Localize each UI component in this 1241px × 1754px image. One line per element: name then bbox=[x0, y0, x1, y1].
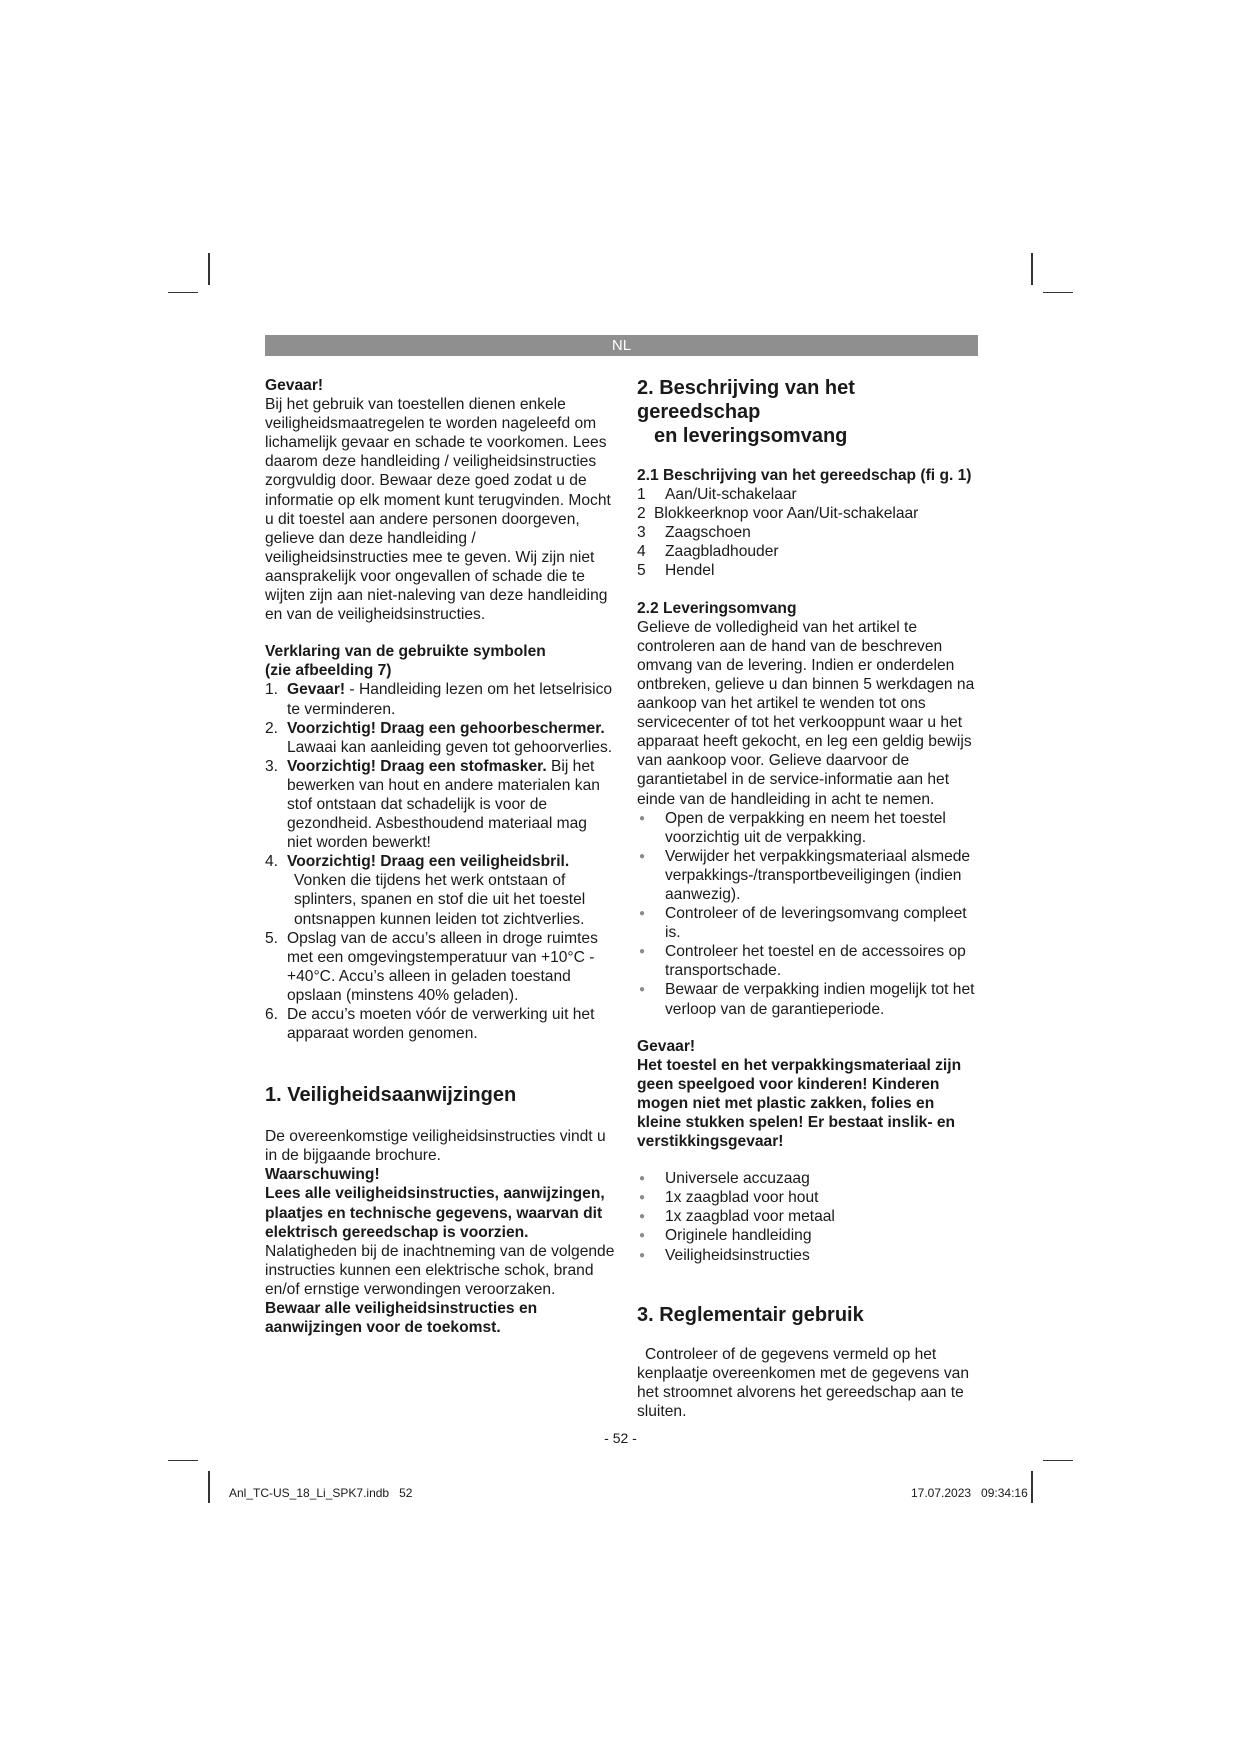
warning-bold-text-2: Bewaar alle veiligheidsinstructies en aanwijzingen voor de toekomst. bbox=[265, 1300, 538, 1337]
delivery-item: ● Originele handleiding bbox=[637, 1226, 982, 1245]
crop-mark-top-left-vertical bbox=[208, 253, 210, 285]
section-3-paragraph: Controleer of de gegevens vermeld op het kenplaatje overeenkomen met de gegevens van het stroomnet alvorens het gereedschap aan te sluiten. bbox=[637, 1345, 970, 1420]
crop-mark-bottom-right-vertical bbox=[1031, 1471, 1033, 1503]
crop-mark-bottom-left-vertical bbox=[208, 1471, 210, 1503]
section-1-paragraph: De overeenkomstige veiligheidsinstructies vindt u in de bijgaande brochure. bbox=[265, 1128, 606, 1165]
symbol-number: 6. bbox=[265, 1006, 279, 1023]
unpacking-step: ● Open de verpakking en neem het toestel voorzichtig uit de verpakking. bbox=[637, 809, 982, 847]
section-1-title: 1. Veiligheidsaanwijzingen bbox=[265, 1084, 517, 1107]
symbol-text: De accu’s moeten vóór de verwerking uit het apparaat worden genomen. bbox=[287, 1006, 595, 1043]
crop-mark-top-right-vertical bbox=[1031, 253, 1033, 285]
part-number: 3 bbox=[637, 524, 646, 542]
section-2-title-line2: en leveringsomvang bbox=[654, 425, 848, 447]
symbol-text: - Handleiding lezen om het letselrisico te verminderen. bbox=[287, 681, 613, 718]
symbols-heading-line2: (zie afbeelding 7) bbox=[265, 662, 392, 680]
symbol-bold: Voorzichtig! Draag een veiligheidsbril. bbox=[287, 853, 570, 871]
unpacking-step: ● Verwijder het verpakkingsmateriaal alsmede verpakkings-/transportbeveiligingen (indien aanwezig). bbox=[637, 847, 982, 904]
unpacking-steps-list bbox=[637, 809, 982, 1019]
symbols-heading-line1: Verklaring van de gebruikte symbolen bbox=[265, 643, 546, 661]
part-number: 2 bbox=[637, 505, 646, 523]
unpacking-step: ● Controleer of de leveringsomvang compleet is. bbox=[637, 904, 982, 942]
symbol-text: Opslag van de accu’s alleen in droge ruimtes met een omgevingstemperatuur van +10°C - +40°C. Accu’s alleen in geladen toestand opslaan (minstens 40% geladen). bbox=[287, 929, 598, 1004]
symbol-bold: Gevaar! bbox=[287, 681, 346, 699]
delivery-item: ● Veiligheidsinstructies bbox=[637, 1246, 982, 1265]
delivery-item: ● Universele accuzaag bbox=[637, 1169, 982, 1188]
unpacking-step: ● Bewaar de verpakking indien mogelijk tot het verloop van de garantieperiode. bbox=[637, 980, 982, 1018]
part-label: Aan/Uit-schakelaar bbox=[665, 486, 797, 504]
section-3-title: 3. Reglementair gebruik bbox=[637, 1303, 864, 1326]
crop-mark-top-left-horizontal bbox=[168, 292, 198, 293]
language-header-bar bbox=[265, 335, 978, 356]
footer-datetime: 17.07.2023 09:34:16 bbox=[911, 1486, 1028, 1500]
parts-list bbox=[637, 485, 982, 580]
symbol-number: 3. bbox=[265, 757, 279, 775]
delivery-item: ● 1x zaagblad voor hout bbox=[637, 1188, 982, 1207]
footer-filename: Anl_TC-US_18_Li_SPK7.indb 52 bbox=[229, 1486, 413, 1500]
symbol-item bbox=[265, 1005, 615, 1043]
symbol-number: 2. bbox=[265, 719, 279, 737]
right-column bbox=[637, 376, 982, 1421]
part-number: 1 bbox=[637, 486, 646, 504]
unpacking-step: ● Controleer het toestel en de accessoires op transportschade. bbox=[637, 942, 982, 980]
crop-mark-bottom-left-horizontal bbox=[168, 1460, 198, 1461]
symbol-item bbox=[265, 757, 615, 852]
symbol-bold: Voorzichtig! Draag een gehoorbeschermer. bbox=[287, 719, 605, 737]
delivery-item: ● 1x zaagblad voor metaal bbox=[637, 1207, 982, 1226]
gevaar-2-paragraph: Het toestel en het verpakkingsmateriaal zijn geen speelgoed voor kinderen! Kinderen mogen niet met plastic zakken, folies en kleine stukken spelen! Er bestaat inslik- en verstikkingsgevaar! bbox=[637, 1056, 962, 1151]
part-label: Hendel bbox=[665, 562, 715, 580]
section-2-title bbox=[637, 376, 982, 448]
subsection-2-1-title: 2.1 Beschrijving van het gereedschap (fi g. 1) bbox=[637, 467, 972, 484]
part-number: 5 bbox=[637, 562, 646, 580]
symbol-text: Bij het bewerken van hout en andere materialen kan stof ontstaan dat schadelijk is voor de gezondheid. Asbesthoudend materiaal mag niet worden bewerkt! bbox=[287, 757, 600, 852]
subsection-2-2-paragraph: Gelieve de volledigheid van het artikel te controleren aan de hand van de beschreven omvang van de levering. Indien er onderdelen ontbreken, gelieve u dan binnen 5 werkdagen na aankoop van het artikel te wenden tot ons servicecenter of tot het verkooppunt waar u het apparaat heeft gekocht, en leg een geldig bewijs van aankoop voor. Gelieve daarvoor de garantietabel in de service-informatie aan het einde van de handleiding in acht te nemen. bbox=[637, 618, 975, 808]
left-column bbox=[265, 376, 615, 1337]
part-label: Blokkeerknop voor Aan/Uit-schakelaar bbox=[654, 505, 919, 523]
gevaar-2-heading: Gevaar! bbox=[637, 1037, 696, 1055]
symbols-list bbox=[265, 680, 615, 1043]
gevaar-heading: Gevaar! bbox=[265, 377, 324, 394]
symbol-number: 5. bbox=[265, 929, 279, 947]
part-item bbox=[637, 485, 982, 504]
part-number: 4 bbox=[637, 543, 646, 561]
delivery-contents-list bbox=[637, 1169, 982, 1264]
part-item bbox=[637, 561, 982, 580]
symbol-bold: Voorzichtig! Draag een stofmasker. bbox=[287, 757, 547, 775]
subsection-2-2-title: 2.2 Leveringsomvang bbox=[637, 599, 797, 617]
part-item bbox=[637, 542, 982, 561]
warning-text: Nalatigheden bij de inachtneming van de volgende instructies kunnen een elektrische schok, brand en/of ernstige verwondingen veroorzaken. bbox=[265, 1242, 615, 1298]
symbol-number: 1. bbox=[265, 681, 279, 699]
symbol-text: Vonken die tijdens het werk ontstaan of splinters, spanen en stof die uit het toestel ontsnappen kunnen leiden tot zichtverlies. bbox=[294, 872, 586, 928]
symbol-number: 4. bbox=[265, 853, 279, 871]
part-label: Zaagbladhouder bbox=[665, 543, 779, 561]
symbol-text: Lawaai kan aanleiding geven tot gehoorverlies. bbox=[287, 738, 613, 756]
language-label: NL bbox=[611, 337, 632, 354]
symbol-item bbox=[265, 680, 615, 718]
symbol-item bbox=[265, 929, 615, 1005]
gevaar-paragraph: Bij het gebruik van toestellen dienen enkele veiligheidsmaatregelen te worden nageleefd om lichamelijk gevaar en schade te voorkomen. Lees daarom deze handleiding / veiligheidsinstructies zorgvuldig door. Bewaar deze goed zodat u de informatie op elk moment kunt terugvinden. Mocht u dit toestel aan andere personen doorgeven, gelieve dan deze handleiding / veiligheidsinstructies mee te geven. Wij zijn niet aansprakelijk voor ongevallen of schade die te wijten zijn aan niet-naleving van deze handleiding en van de veiligheidsinstructies. bbox=[265, 396, 611, 624]
crop-mark-bottom-right-horizontal bbox=[1043, 1460, 1073, 1461]
section-2-title-line1: 2. Beschrijving van het gereedschap bbox=[637, 377, 855, 423]
crop-mark-top-right-horizontal bbox=[1043, 292, 1073, 293]
page-number: - 52 - bbox=[604, 1430, 637, 1446]
part-item bbox=[637, 504, 982, 523]
symbol-item bbox=[265, 719, 615, 757]
symbol-item bbox=[265, 852, 615, 928]
warning-heading: Waarschuwing! bbox=[265, 1166, 380, 1184]
warning-bold-text: Lees alle veiligheidsinstructies, aanwijzingen, plaatjes en technische gegevens, waarvan dit elektrisch gereedschap is voorzien. bbox=[265, 1185, 605, 1241]
part-label: Zaagschoen bbox=[665, 524, 751, 542]
part-item bbox=[637, 523, 982, 542]
